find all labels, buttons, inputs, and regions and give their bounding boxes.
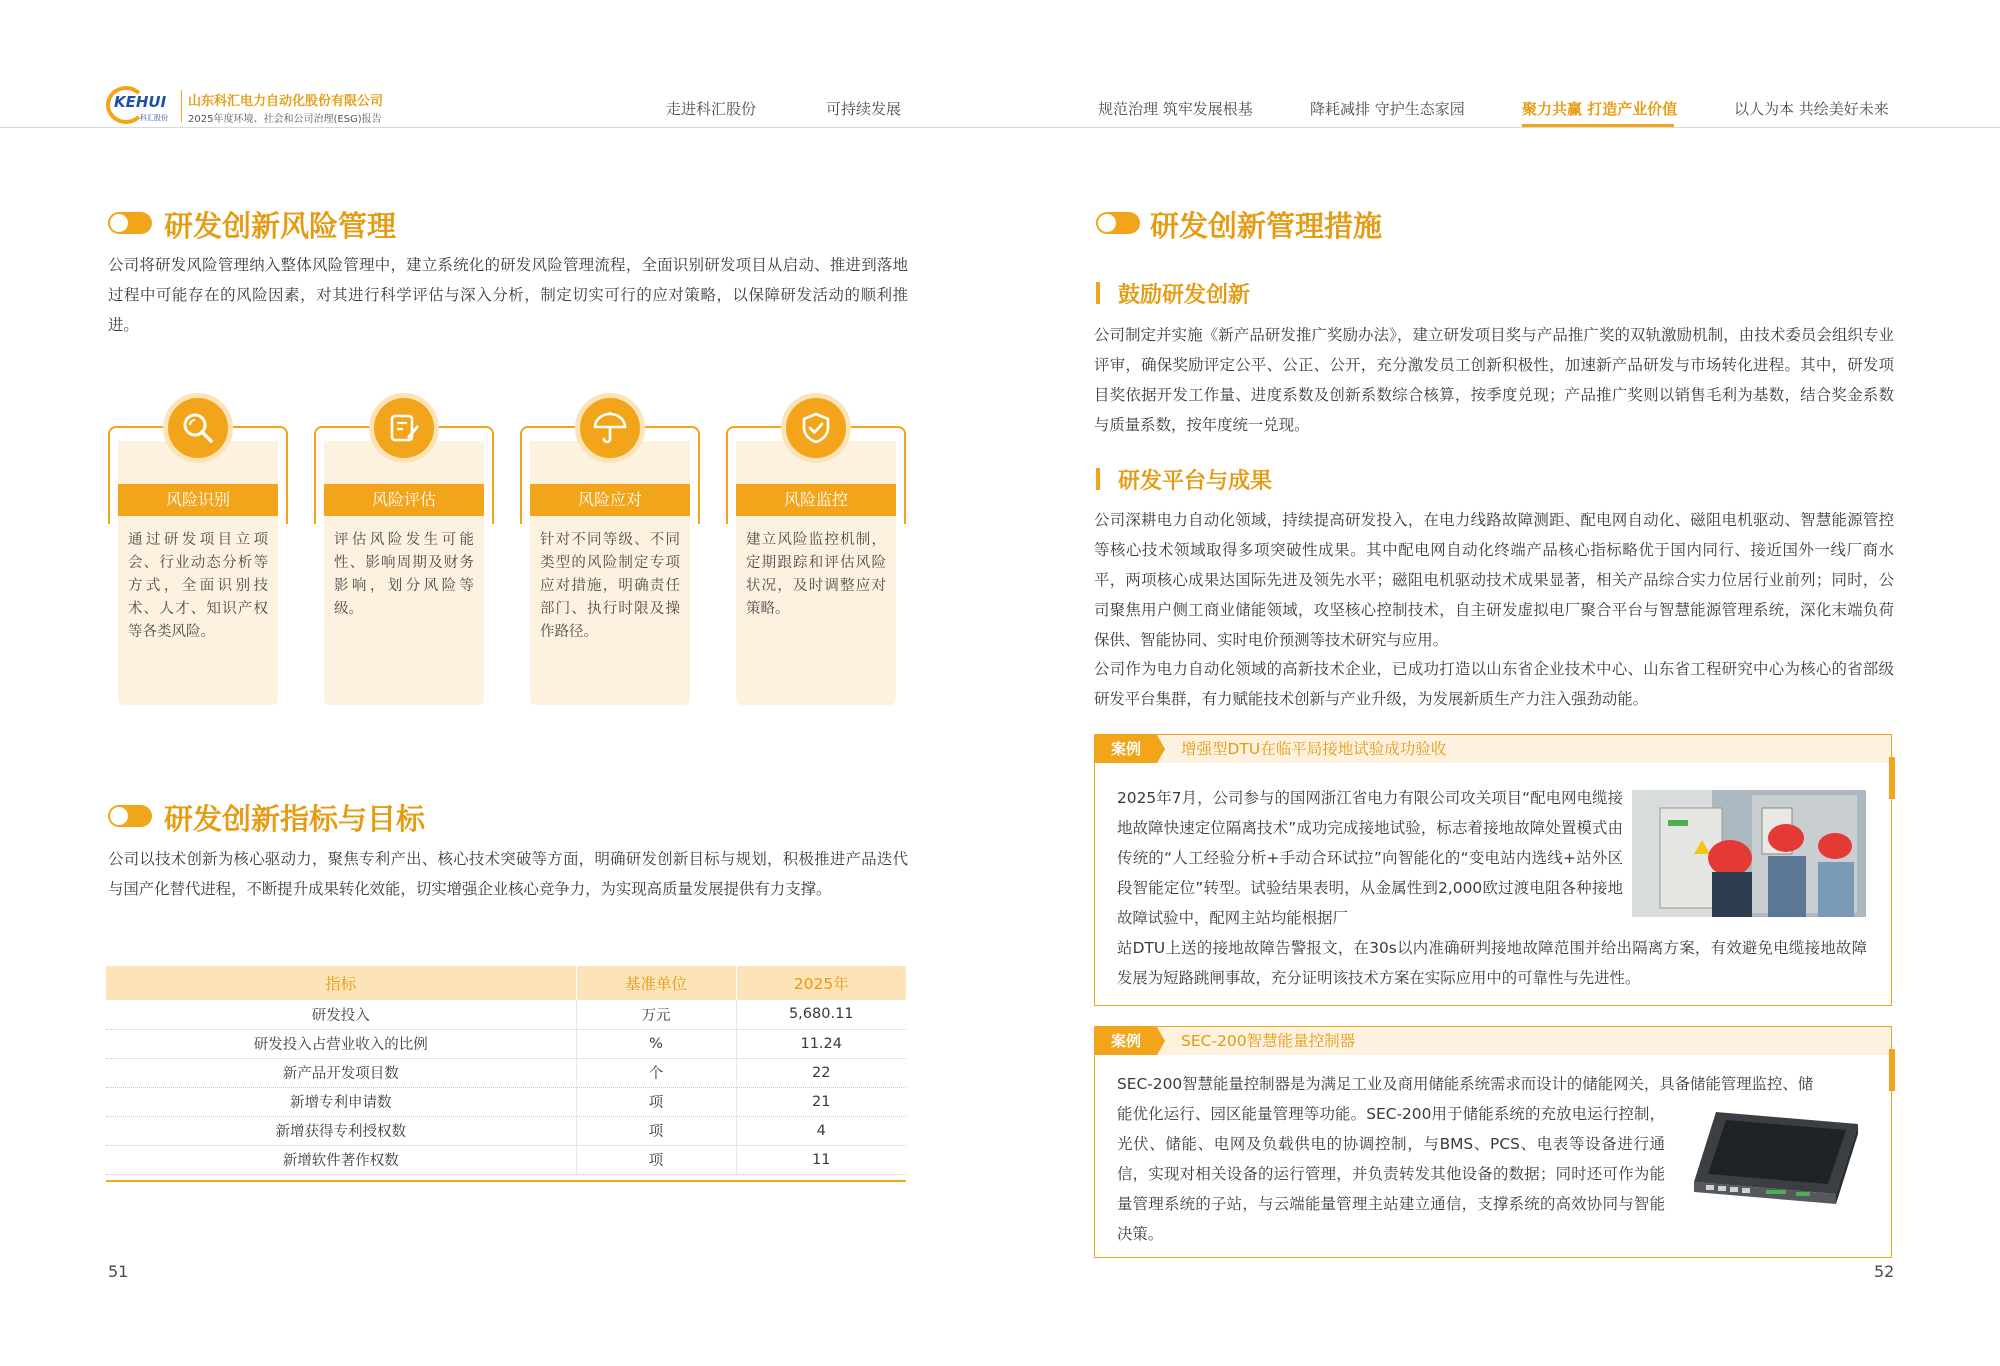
cell-indicator: 新产品开发项目数 <box>106 1058 576 1087</box>
page-number-left: 51 <box>108 1262 129 1281</box>
platform-paragraph: 公司深耕电力自动化领域，持续提高研发投入，在电力线路故障测距、配电网自动化、磁阻电机驱动、智慧能源管控等核心技术领域取得多项突破性成果。其中配电网自动化终端产品核心指标略优于国内同行、接近国外一线厂商水平，两项核心成果达国际先进及领先水平；磁阻电机驱动技术成果显著，相关产品综合实力位居行业前列；同时，公司聚焦用户侧工商业储能领域，攻坚核心控制技术，自主研发虚拟电厂聚合平台与智慧能源管理系统，深化末端负荷保供、智能协同、实时电价预测等技术研究与应用。 <box>1094 511 1894 649</box>
case-tag: 案例 <box>1095 735 1157 763</box>
cell-value: 11.24 <box>736 1029 906 1058</box>
cell-unit: 项 <box>576 1116 736 1145</box>
nav-item-governance[interactable]: 规范治理 筑牢发展根基 <box>1098 100 1253 118</box>
table-row <box>106 1058 906 1087</box>
logo-subtext: 科汇股份 <box>140 114 168 122</box>
target-paragraph: 公司以技术创新为核心驱动力，聚焦专利产出、核心技术突破等方面，明确研发创新目标与规划，积极推进产品迭代与国产化替代进程，不断提升成果转化效能，切实增强企业核心竞争力，为实现高质量发展提供有力支撑。 <box>108 850 908 898</box>
cell-value: 4 <box>736 1116 906 1145</box>
card-text: 评估风险发生可能性、影响周期及财务影响，划分风险等级。 <box>334 532 474 617</box>
shield-check-icon <box>781 393 851 463</box>
nav-item-people[interactable]: 以人为本 共绘美好未来 <box>1734 100 1889 118</box>
table-bottom-rule <box>106 1180 906 1182</box>
card-label: 风险应对 <box>530 484 690 516</box>
case-text-bottom: 站DTU上送的接地故障告警报文，在30s以内准确研判接地故障范围并给出隔离方案，有效避免电缆接地故障发展为短路跳闸事故，充分证明该技术方案在实际应用中的可靠性与先进性。 <box>1117 939 1867 987</box>
page-header <box>0 0 2000 128</box>
case-title: SEC-200智慧能量控制器 <box>1181 1032 1356 1050</box>
encourage-paragraph: 公司制定并实施《新产品研发推广奖励办法》，建立研发项目奖与产品推广奖的双轨激励机制，由技术委员会组织专业评审，确保奖励评定公平、公正、公开，充分激发员工创新积极性，加速新产品研发与市场转化进程。其中，研发项目奖依据开发工作量、进度系数及创新系数综合核算，按季度兑现；产品推广奖则以销售毛利为基数，结合奖金系数与质量系数，按年度统一兑现。 <box>1094 326 1894 434</box>
risk-card-respond <box>520 383 700 705</box>
kehui-logo <box>106 86 176 124</box>
card-text: 通过研发项目立项会、行业动态分析等方式，全面识别技术、人才、知识产权等各类风险。 <box>128 532 268 640</box>
column-header-indicator: 指标 <box>106 966 576 1000</box>
toggle-bullet-icon <box>108 805 152 827</box>
platform-paragraph-2: 公司作为电力自动化领域的高新技术企业，已成功打造以山东省企业技术中心、山东省工程研究中心为核心的省部级研发平台集群，有力赋能技术创新与产业升级，为发展新质生产力注入强劲动能。 <box>1094 660 1894 708</box>
case-tag: 案例 <box>1095 1027 1157 1055</box>
cell-unit: 个 <box>576 1058 736 1087</box>
card-label: 风险监控 <box>736 484 896 516</box>
case-accent-mark <box>1889 757 1895 799</box>
cell-unit: 万元 <box>576 1000 736 1029</box>
table-row <box>106 1000 906 1029</box>
toggle-bullet-icon <box>108 212 152 234</box>
risk-paragraph: 公司将研发风险管理纳入整体风险管理中，建立系统化的研发风险管理流程，全面识别研发项目从启动、推进到落地过程中可能存在的风险因素，对其进行科学评估与深入分析，制定切实可行的应对策略，以保障研发活动的顺利推进。 <box>108 256 908 334</box>
logo-wordmark: KEHUI <box>114 93 167 111</box>
cell-indicator: 新增专利申请数 <box>106 1087 576 1116</box>
cell-indicator: 新增获得专利授权数 <box>106 1116 576 1145</box>
nav-item-about[interactable]: 走进科汇股份 <box>666 100 757 118</box>
measures-section-title: 研发创新管理措施 <box>1150 209 1383 243</box>
cell-unit: 项 <box>576 1145 736 1174</box>
table-header-row <box>106 966 906 1000</box>
cell-indicator: 研发投入 <box>106 1000 576 1029</box>
toggle-bullet-icon <box>1096 212 1140 234</box>
cell-unit: 项 <box>576 1087 736 1116</box>
nav-item-environment[interactable]: 降耗减排 守护生态家园 <box>1310 100 1465 118</box>
column-header-2025: 2025年 <box>736 966 906 1000</box>
subsection-title-encourage: 鼓励研发创新 <box>1096 278 1250 309</box>
company-name: 山东科汇电力自动化股份有限公司 <box>188 94 384 109</box>
risk-card-monitor <box>726 383 906 705</box>
table-row <box>106 1145 906 1174</box>
card-label: 风险识别 <box>118 484 278 516</box>
report-title: 2025年度环境、社会和公司治理(ESG)报告 <box>188 114 382 125</box>
subsection-title-platform: 研发平台与成果 <box>1096 464 1272 495</box>
clipboard-edit-icon <box>369 393 439 463</box>
header-divider <box>0 127 2000 128</box>
column-header-unit: 基准单位 <box>576 966 736 1000</box>
risk-card-identify <box>108 383 288 705</box>
case-text-top: 2025年7月，公司参与的国网浙江省电力有限公司攻关项目“配电网电缆接地故障快速定位隔离技术”成功完成接地试验，标志着接地故障处置模式由传统的“人工经验分析+手动合环试拉”向智能化的“变电站内选线+站外区段智能定位”转型。试验结果表明，从金属性到2,000欧过渡电阻各种接地故障试验中，配网主站均能根据厂 <box>1117 789 1623 927</box>
risk-section-title: 研发创新风险管理 <box>164 209 397 243</box>
card-label: 风险评估 <box>324 484 484 516</box>
case-accent-mark <box>1889 1049 1895 1091</box>
umbrella-icon <box>575 393 645 463</box>
case-title: 增强型DTU在临平局接地试验成功验收 <box>1181 740 1447 758</box>
magnifier-icon <box>163 393 233 463</box>
cell-indicator: 研发投入占营业收入的比例 <box>106 1029 576 1058</box>
cell-value: 21 <box>736 1087 906 1116</box>
table-row <box>106 1116 906 1145</box>
cell-value: 11 <box>736 1145 906 1174</box>
card-text: 建立风险监控机制，定期跟踪和评估风险状况，及时调整应对策略。 <box>746 532 886 617</box>
table-row <box>106 1029 906 1058</box>
logo-divider <box>181 90 182 122</box>
sec200-device-image <box>1686 1104 1866 1214</box>
target-section-title: 研发创新指标与目标 <box>164 802 426 836</box>
page-number-right: 52 <box>1874 1262 1895 1281</box>
nav-item-industry-value[interactable]: 聚力共赢 打造产业价值 <box>1522 100 1678 118</box>
case-text-body: 能优化运行、园区能量管理等功能。SEC-200用于储能系统的充放电运行控制，光伏、储能、电网及负载供电的协调控制，与BMS、PCS、电表等设备进行通信，实现对相关设备的运行管理，并负责转发其他设备的数据；同时还可作为能量管理系统的子站，与云端能量管理主站建立通信，支撑系统的高效协同与智能决策。 <box>1117 1105 1665 1243</box>
cell-value: 5,680.11 <box>736 1000 906 1029</box>
cell-value: 22 <box>736 1058 906 1087</box>
case-text-top: SEC-200智慧能量控制器是为满足工业及商用储能系统需求而设计的储能网关，具备储能管理监控、储 <box>1117 1075 1814 1093</box>
risk-card-assess <box>314 383 494 705</box>
cell-unit: % <box>576 1029 736 1058</box>
cell-indicator: 新增软件著作权数 <box>106 1145 576 1174</box>
table-row <box>106 1087 906 1116</box>
nav-item-sustainability[interactable]: 可持续发展 <box>826 100 902 118</box>
rd-indicator-table <box>106 966 906 1175</box>
field-test-photo <box>1632 790 1866 917</box>
card-text: 针对不同等级、不同类型的风险制定专项应对措施，明确责任部门、执行时限及操作路径。 <box>540 532 680 640</box>
